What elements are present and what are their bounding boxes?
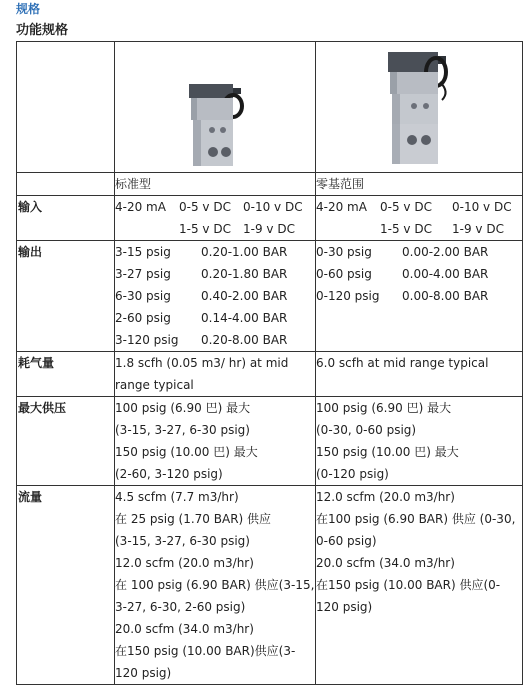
row-max-supply <box>17 397 523 486</box>
label-input: 输入 <box>17 196 115 241</box>
row-input <box>17 196 523 241</box>
empty-cell <box>17 42 115 173</box>
air-standard: 1.8 scfh (0.05 m3/ hr) at mid range typical <box>115 352 316 397</box>
label-flow: 流量 <box>17 486 115 685</box>
header-row <box>17 173 523 196</box>
standard-image-cell <box>115 42 316 173</box>
standard-transducer-image <box>115 42 315 172</box>
zero-image-cell <box>316 42 523 173</box>
air-zero: 6.0 scfh at mid range typical <box>316 352 523 397</box>
col-zero-based: 零基范围 <box>316 173 523 196</box>
input-standard: 4-20 mA 0-5 v DC 0-10 v DC 1-5 v DC 1-9 v DC <box>115 196 316 241</box>
label-max-supply: 最大供压 <box>17 397 115 486</box>
subtitle: 功能规格 <box>16 23 69 38</box>
image-row <box>17 42 523 173</box>
input-zero: 4-20 mA 0-5 v DC 0-10 v DC 1-5 v DC 1-9 v DC <box>316 196 523 241</box>
output-zero: 0-30 psig 0.00-2.00 BAR 0-60 psig 0.00-4.00 BAR 0-120 psig 0.00-8.00 BAR <box>316 241 523 352</box>
label-output: 输出 <box>17 241 115 352</box>
row-output <box>17 241 523 352</box>
output-standard: 3-15 psig 0.20-1.00 BAR 3-27 psig 0.20-1.80 BAR 6-30 psig 0.40-2.00 BAR 2-60 psig 0.14-4.00 BAR 3-120 psig 0.20-8.00 BAR <box>115 241 316 352</box>
supply-standard: 100 psig (6.90 巴) 最大 (3-15, 3-27, 6-30 psig) 150 psig (10.00 巴) 最大 (2-60, 3-120 psig) <box>115 397 316 486</box>
col-standard: 标准型 <box>115 173 316 196</box>
row-air-consumption <box>17 352 523 397</box>
zero-based-transducer-image <box>316 42 522 172</box>
spec-table <box>16 41 523 685</box>
flow-standard: 4.5 scfm (7.7 m3/hr) 在 25 psig (1.70 BAR) 供应 (3-15, 3-27, 6-30 psig) 12.0 scfm (20.0 m3/hr) 在 100 psig (6.90 BAR) 供应(3-15, 3-27, 6-30, 2-60 psig) 20.0 scfm (34.0 m3/hr) 在150 psig (10.00 BAR)供应(3-120 psig) <box>115 486 316 685</box>
supply-zero: 100 psig (6.90 巴) 最大 (0-30, 0-60 psig) 150 psig (10.00 巴) 最大 (0-120 psig) <box>316 397 523 486</box>
label-air-consumption: 耗气量 <box>17 352 115 397</box>
row-flow <box>17 486 523 685</box>
section-title: 规格 <box>16 2 41 16</box>
flow-zero: 12.0 scfm (20.0 m3/hr) 在100 psig (6.90 BAR) 供应 (0-30, 0-60 psig) 20.0 scfm (34.0 m3/hr) 在150 psig (10.00 BAR) 供应(0-120 psig) <box>316 486 523 685</box>
